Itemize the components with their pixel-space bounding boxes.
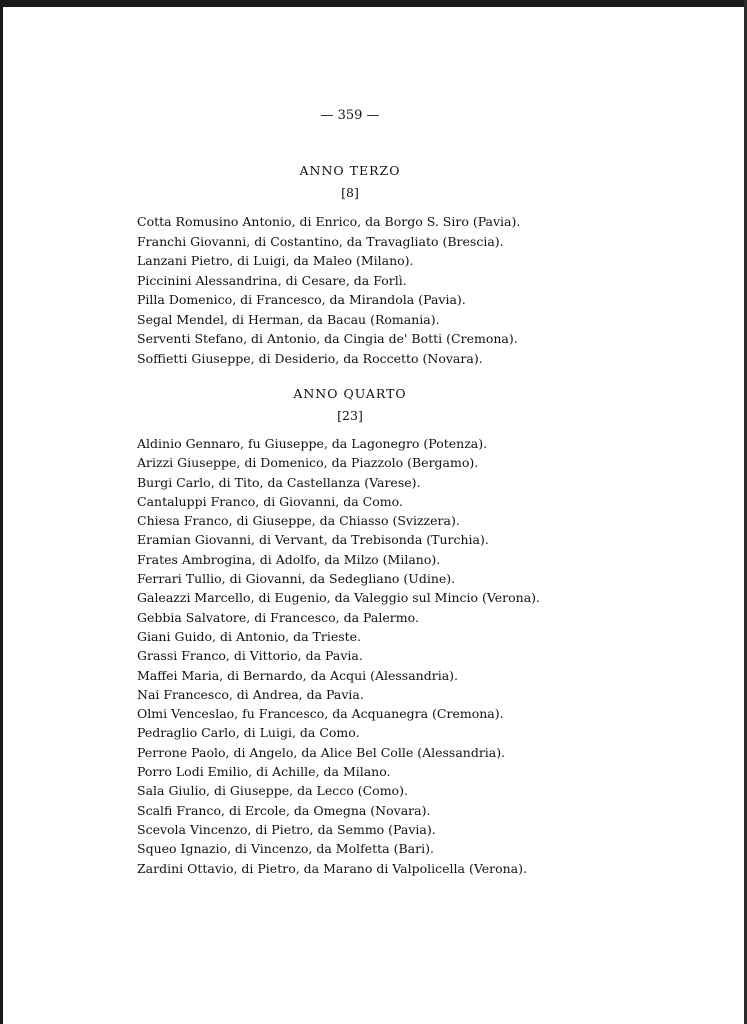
list-item: Ferrari Tullio, di Giovanni, da Sedegliano (Udine). — [137, 571, 456, 587]
list-item: Pilla Domenico, di Francesco, da Mirandola (Pavia). — [137, 292, 466, 307]
list-item: Perrone Paolo, di Angelo, da Alice Bel Colle (Alessandria). — [137, 744, 506, 760]
section-count-anno-terzo: [8] — [341, 185, 359, 200]
list-item: Olmi Venceslao, fu Francesco, da Acquanegra (Cremona). — [137, 706, 504, 722]
scan-top-edge — [0, 0, 747, 7]
list-item: Aldinio Gennaro, fu Giuseppe, da Lagonegro (Potenza). — [137, 436, 488, 451]
list-item: Cantaluppi Franco, di Giovanni, da Como. — [137, 493, 403, 509]
scan-left-edge — [0, 0, 3, 1024]
list-item: Zardini Ottavio, di Pietro, da Marano di Valpolicella (Verona). — [137, 860, 527, 876]
section-title-anno-terzo: ANNO TERZO — [299, 163, 401, 178]
list-item: Scalfi Franco, di Ercole, da Omegna (Novara). — [137, 802, 431, 818]
list-item: Franchi Giovanni, di Costantino, da Travagliato (Brescia). — [137, 233, 504, 249]
list-item: Soffietti Giuseppe, di Desiderio, da Roccetto (Novara). — [137, 350, 483, 366]
list-item: Maffei Maria, di Bernardo, da Acqui (Alessandria). — [137, 667, 458, 683]
list-item: Arizzi Giuseppe, di Domenico, da Piazzolo (Bergamo). — [137, 455, 479, 471]
list-item: Chiesa Franco, di Giuseppe, da Chiasso (Svizzera). — [137, 513, 460, 529]
list-item: Cotta Romusino Antonio, di Enrico, da Borgo S. Siro (Pavia). — [137, 214, 521, 229]
list-item: Segal Mendel, di Herman, da Bacau (Romania). — [137, 311, 440, 327]
list-item: Gebbia Salvatore, di Francesco, da Palermo. — [137, 609, 419, 625]
section-count-anno-quarto: [23] — [337, 408, 363, 423]
list-item: Frates Ambrogina, di Adolfo, da Milzo (Milano). — [137, 551, 441, 567]
page-number: — 359 — — [320, 108, 380, 123]
list-item: Pedraglio Carlo, di Luigi, da Como. — [137, 725, 360, 741]
list-item: Giani Guido, di Antonio, da Trieste. — [137, 628, 362, 644]
student-list-anno-terzo — [137, 212, 520, 368]
list-item: Porro Lodi Emilio, di Achille, da Milano. — [137, 764, 391, 780]
list-item: Lanzani Pietro, di Luigi, da Maleo (Milano). — [137, 253, 414, 268]
list-item: Sala Giulio, di Giuseppe, da Lecco (Como). — [137, 783, 408, 799]
list-item: Scevola Vincenzo, di Pietro, da Semmo (Pavia). — [137, 821, 436, 837]
list-item: Nai Francesco, di Andrea, da Pavia. — [137, 686, 364, 702]
list-item: Eramian Giovanni, di Vervant, da Trebisonda (Turchia). — [137, 532, 489, 548]
list-item: Burgi Carlo, di Tito, da Castellanza (Varese). — [137, 474, 421, 490]
list-item: Grassi Franco, di Vittorio, da Pavia. — [137, 648, 363, 664]
list-item: Galeazzi Marcello, di Eugenio, da Valeggio sul Mincio (Verona). — [137, 590, 541, 606]
list-item: Piccinini Alessandrina, di Cesare, da Forlì. — [137, 272, 407, 288]
student-list-anno-quarto — [137, 434, 540, 878]
list-item: Squeo Ignazio, di Vincenzo, da Molfetta (Bari). — [137, 841, 434, 857]
section-title-anno-quarto: ANNO QUARTO — [293, 386, 407, 401]
list-item: Serventi Stefano, di Antonio, da Cingia de' Botti (Cremona). — [137, 331, 518, 346]
